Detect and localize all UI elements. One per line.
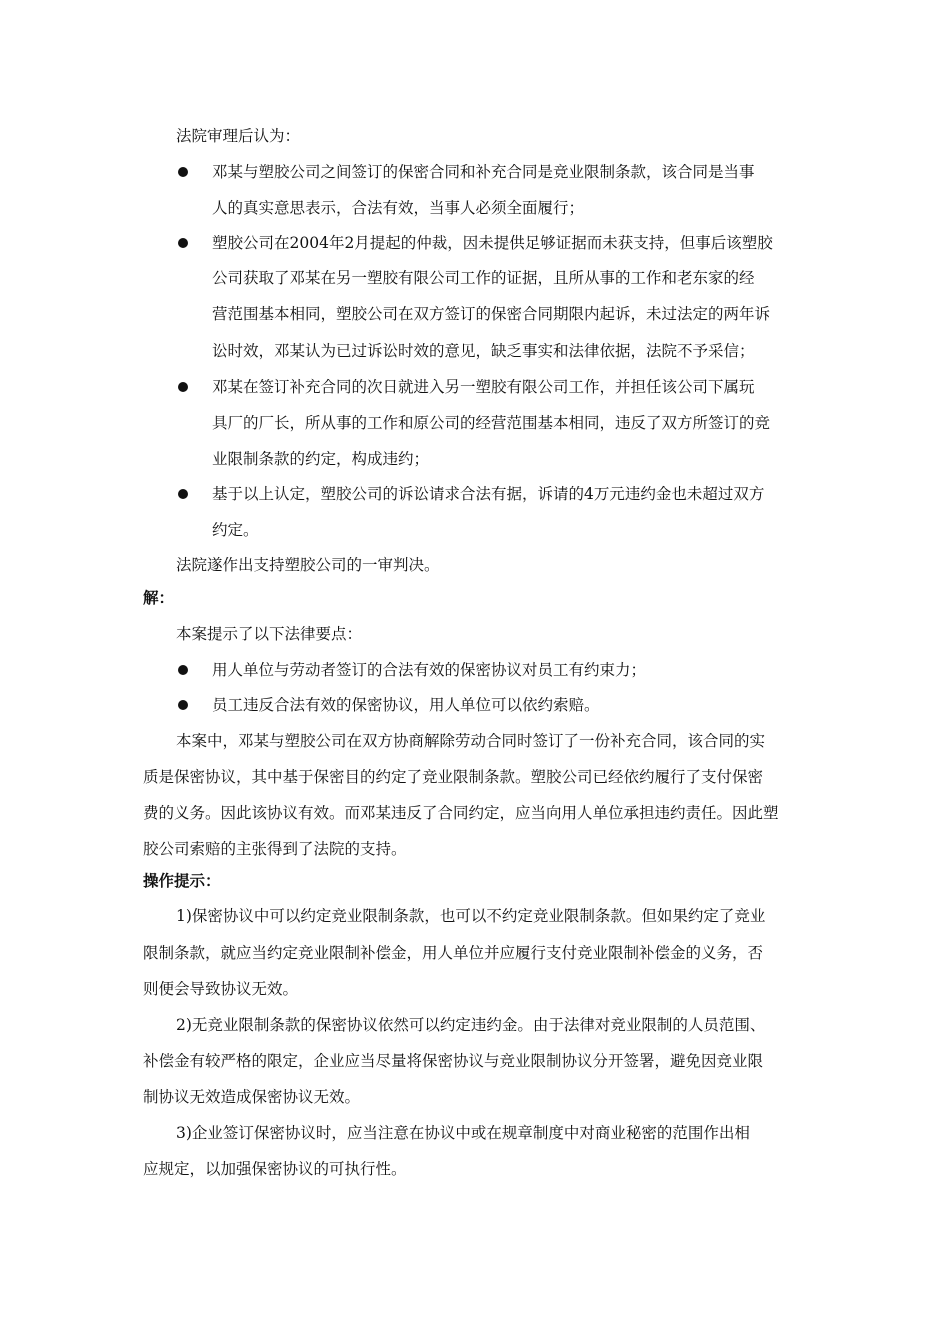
tip-line: 1)保密协议中可以约定竞业限制条款，也可以不约定竞业限制条款。但如果约定了竞业 [176, 907, 766, 925]
court-finding-line: 约定。 [212, 521, 259, 539]
bullet-icon [178, 238, 188, 248]
court-finding-line: 营范围基本相同，塑胶公司在双方签订的保密合同期限内起诉，未过法定的两年诉 [212, 305, 771, 323]
analysis-heading: 解： [143, 589, 175, 607]
bullet-icon [178, 489, 188, 499]
tip-line: 制协议无效造成保密协议无效。 [143, 1088, 361, 1106]
analysis-intro: 本案提示了以下法律要点： [176, 625, 363, 643]
court-conclusion: 法院遂作出支持塑胶公司的一审判决。 [176, 556, 440, 574]
court-finding-line: 基于以上认定，塑胶公司的诉讼请求合法有据，诉请的4万元违约金也未超过双方 [212, 485, 765, 503]
tip-line: 3)企业签订保密协议时，应当注意在协议中或在规章制度中对商业秘密的范围作出相 [176, 1124, 750, 1142]
court-finding-line: 业限制条款的约定，构成违约； [212, 450, 430, 468]
analysis-point: 用人单位与劳动者签订的合法有效的保密协议对员工有约束力； [212, 661, 647, 679]
court-finding-line: 具厂的厂长，所从事的工作和原公司的经营范围基本相同，违反了双方所签订的竞 [212, 414, 771, 432]
tip-line: 补偿金有较严格的限定，企业应当尽量将保密协议与竞业限制协议分开签署，避免因竞业限 [143, 1052, 764, 1070]
court-intro: 法院审理后认为： [176, 127, 301, 145]
tip-line: 限制条款，就应当约定竞业限制补偿金，用人单位并应履行支付竞业限制补偿金的义务，否 [143, 944, 764, 962]
bullet-icon [178, 700, 188, 710]
tip-line: 则便会导致协议无效。 [143, 980, 299, 998]
tip-line: 2)无竞业限制条款的保密协议依然可以约定违约金。由于法律对竞业限制的人员范围、 [176, 1016, 766, 1034]
court-finding-line: 邓某在签订补充合同的次日就进入另一塑胶有限公司工作，并担任该公司下属玩 [212, 378, 755, 396]
analysis-point: 员工违反合法有效的保密协议，用人单位可以依约索赔。 [212, 696, 600, 714]
bullet-icon [178, 382, 188, 392]
tip-line: 应规定，以加强保密协议的可执行性。 [143, 1160, 407, 1178]
analysis-paragraph-line: 胶公司索赔的主张得到了法院的支持。 [143, 840, 407, 858]
analysis-paragraph-line: 费的义务。因此该协议有效。而邓某违反了合同约定，应当向用人单位承担违约责任。因此塑 [143, 804, 779, 822]
court-finding-line: 讼时效，邓某认为已过诉讼时效的意见，缺乏事实和法律依据，法院不予采信； [212, 342, 755, 360]
tips-heading: 操作提示： [143, 872, 221, 890]
analysis-paragraph-line: 本案中，邓某与塑胶公司在双方协商解除劳动合同时签订了一份补充合同，该合同的实 [176, 732, 766, 750]
court-finding-line: 公司获取了邓某在另一塑胶有限公司工作的证据，且所从事的工作和老东家的经 [212, 269, 755, 287]
court-finding-line: 塑胶公司在2004年2月提起的仲裁，因未提供足够证据而未获支持，但事后该塑胶 [212, 234, 773, 252]
bullet-icon [178, 665, 188, 675]
court-finding-line: 人的真实意思表示，合法有效，当事人必须全面履行； [212, 199, 585, 217]
bullet-icon [178, 167, 188, 177]
analysis-paragraph-line: 质是保密协议，其中基于保密目的约定了竞业限制条款。塑胶公司已经依约履行了支付保密 [143, 768, 764, 786]
court-finding-line: 邓某与塑胶公司之间签订的保密合同和补充合同是竞业限制条款，该合同是当事 [212, 163, 755, 181]
